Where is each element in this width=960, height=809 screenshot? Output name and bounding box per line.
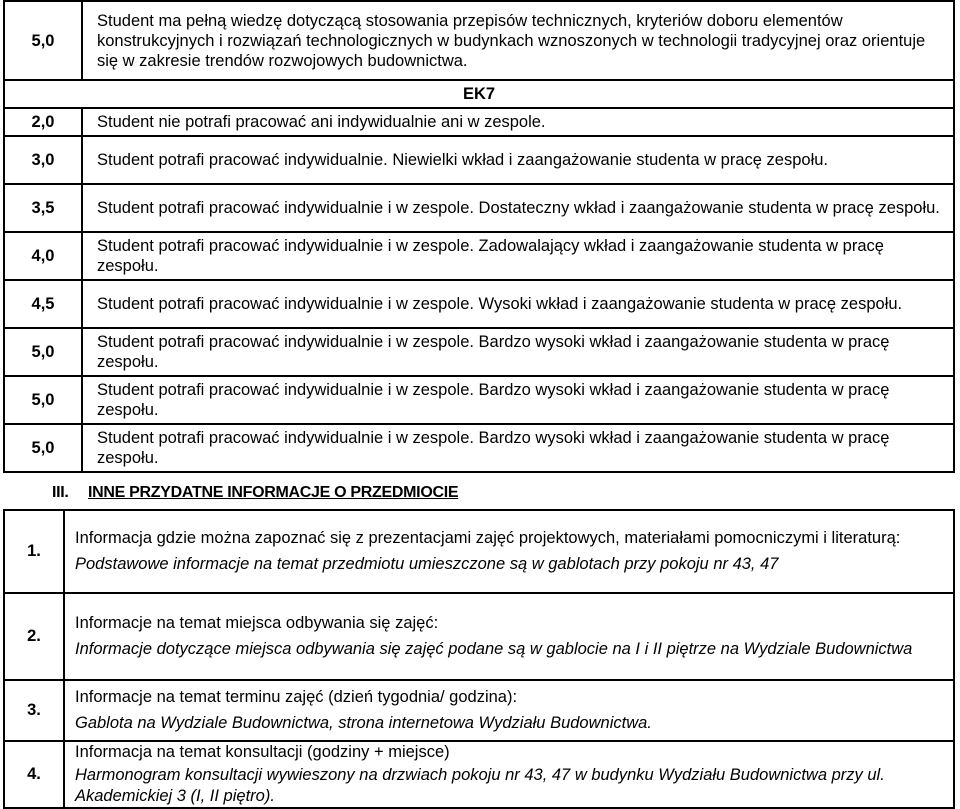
ek-header-row <box>4 80 954 108</box>
grade-row <box>4 136 954 184</box>
grades-table <box>3 0 955 473</box>
section-number: III. <box>52 484 69 501</box>
grade-value: 3,5 <box>4 184 82 232</box>
grade-value: 5,0 <box>4 424 82 472</box>
grade-value: 5,0 <box>4 328 82 376</box>
info-answer: Informacje dotyczące miejsca odbywania się zajęć podane są w gablocie na I i II piętrze na Wydziale Budownictwa <box>75 640 913 658</box>
grade-description: Student potrafi pracować indywidualnie i w zespole. Zadowalający wkład i zaangażowanie studenta w pracę zespołu. <box>82 232 954 280</box>
grade-value: 5,0 <box>4 376 82 424</box>
grade-row <box>4 280 954 328</box>
info-row <box>4 593 954 680</box>
info-question: Informacja gdzie można zapoznać się z prezentacjami zajęć projektowych, materiałami pomocniczymi i literaturą: <box>75 529 901 547</box>
grade-description: Student potrafi pracować indywidualnie i w zespole. Bardzo wysoki wkład i zaangażowanie studenta w pracę zespołu. <box>82 424 954 472</box>
info-table <box>3 509 955 809</box>
info-question: Informacja na temat konsultacji (godziny + miejsce) <box>75 743 450 761</box>
grade-description: Student potrafi pracować indywidualnie i w zespole. Bardzo wysoki wkład i zaangażowanie studenta w pracę zespołu. <box>82 376 954 424</box>
grade-row <box>4 376 954 424</box>
grade-value: 3,0 <box>4 136 82 184</box>
info-number: 4. <box>4 741 64 808</box>
grade-description: Student nie potrafi pracować ani indywidualnie ani w zespole. <box>82 108 954 136</box>
info-row <box>4 680 954 741</box>
grade-description: Student ma pełną wiedzę dotyczącą stosowania przepisów technicznych, kryteriów doboru elementów konstrukcyjnych i rozwiązań technologicznych w budynkach wznoszonych w technologii tradycyjnej oraz orientuje się w zakresie trendów rozwojowych budownictwa. <box>82 1 954 80</box>
grade-value: 5,0 <box>4 1 82 80</box>
section-title: INNE PRZYDATNE INFORMACJE O PRZEDMIOCIE <box>88 484 459 501</box>
grade-row <box>4 232 954 280</box>
info-number: 3. <box>4 680 64 741</box>
info-cell <box>64 741 954 808</box>
info-row <box>4 510 954 593</box>
info-cell <box>64 510 954 593</box>
info-row <box>4 741 954 808</box>
grade-row <box>4 424 954 472</box>
grade-value: 4,0 <box>4 232 82 280</box>
grade-description: Student potrafi pracować indywidualnie i w zespole. Dostateczny wkład i zaangażowanie studenta w pracę zespołu. <box>82 184 954 232</box>
ek-header: EK7 <box>4 80 954 108</box>
grade-description: Student potrafi pracować indywidualnie i w zespole. Bardzo wysoki wkład i zaangażowanie studenta w pracę zespołu. <box>82 328 954 376</box>
grade-description: Student potrafi pracować indywidualnie. Niewielki wkład i zaangażowanie studenta w pracę zespołu. <box>82 136 954 184</box>
info-cell <box>64 593 954 680</box>
info-answer: Podstawowe informacje na temat przedmiotu umieszczone są w gablotach przy pokoju nr 43, 47 <box>75 555 779 573</box>
info-question: Informacje na temat miejsca odbywania się zajęć: <box>75 614 439 632</box>
info-answer: Harmonogram konsultacji wywieszony na drzwiach pokoju nr 43, 47 w budynku Wydziału Budownictwa przy ul. Akademickiej 3 (I, II piętro). <box>75 766 885 805</box>
grade-row <box>4 108 954 136</box>
grade-row <box>4 328 954 376</box>
grade-row-top <box>4 1 954 80</box>
grade-description: Student potrafi pracować indywidualnie i w zespole. Wysoki wkład i zaangażowanie studenta w pracę zespołu. <box>82 280 954 328</box>
info-number: 1. <box>4 510 64 593</box>
grade-value: 2,0 <box>4 108 82 136</box>
info-answer: Gablota na Wydziale Budownictwa, strona internetowa Wydziału Budownictwa. <box>75 714 652 732</box>
info-cell <box>64 680 954 741</box>
grade-value: 4,5 <box>4 280 82 328</box>
info-question: Informacje na temat terminu zajęć (dzień tygodnia/ godzina): <box>75 688 518 706</box>
info-number: 2. <box>4 593 64 680</box>
grade-row <box>4 184 954 232</box>
